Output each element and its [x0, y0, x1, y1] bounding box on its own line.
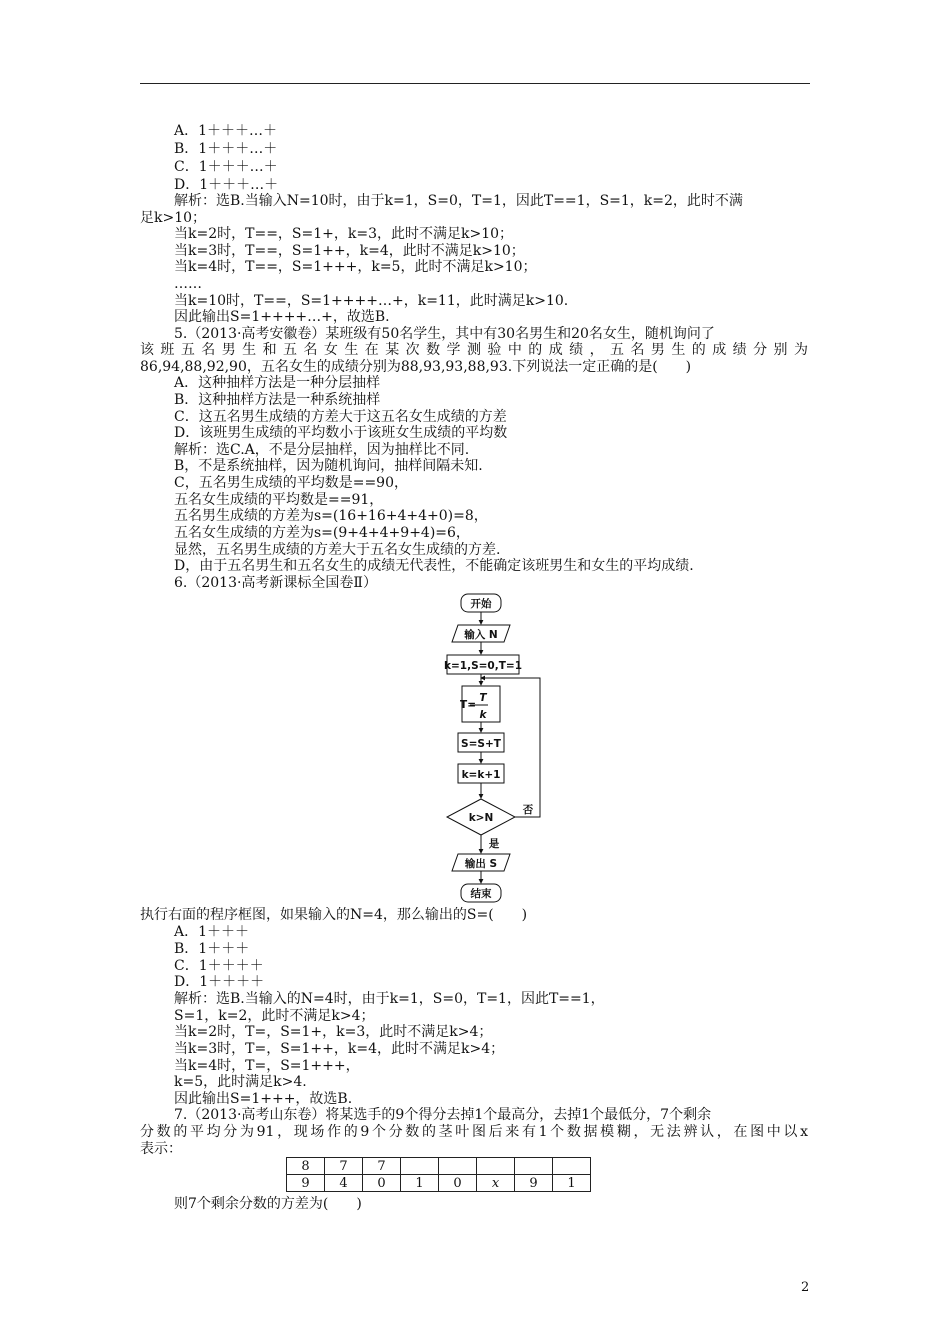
- solution-line: 当k=3时，T=，S=1++，k=4，此时不满足k>4；: [174, 1041, 505, 1057]
- solution-line: B，不是系统抽样，因为随机询问，抽样间隔未知.: [174, 458, 483, 474]
- question-7-stem: 表示：: [140, 1141, 182, 1157]
- solution-line: 当k=2时，T==，S=1+，k=3，此时不满足k>10；: [174, 226, 514, 242]
- option-b: B．1＋＋＋: [174, 941, 250, 957]
- table-cell: 8: [287, 1158, 325, 1175]
- option-d: D．1＋＋＋…＋: [174, 177, 279, 193]
- solution-line: D，由于五名男生和五名女生的成绩无代表性，不能确定该班男生和女生的平均成绩.: [174, 558, 694, 574]
- solution-line: 当k=3时，T==，S=1++，k=4，此时不满足k>10；: [174, 243, 525, 259]
- table-cell: [515, 1158, 553, 1175]
- flow-input-label: 输入 N: [464, 629, 498, 641]
- solution-line: 五名女生成绩的平均数是==91，: [174, 492, 384, 508]
- question-7-prompt: 则7个剩余分数的方差为( ): [174, 1196, 362, 1212]
- flow-t-denominator: k: [479, 709, 487, 721]
- table-cell: [439, 1158, 477, 1175]
- option-d: D．该班男生成绩的平均数小于该班女生成绩的平均数: [174, 425, 508, 441]
- option-a: A．1＋＋＋: [174, 924, 250, 940]
- question-7-stem: 分数的平均分为91，现场作的9个分数的茎叶图后来有1个数据模糊，无法辨认，在图中以x: [140, 1124, 808, 1140]
- flow-yes-label: 是: [488, 838, 500, 850]
- question-6-stem: 执行右面的程序框图，如果输入的N=4，那么输出的S=( ): [140, 907, 528, 923]
- solution-line: 解析：选B.当输入的N=4时，由于k=1，S=0，T=1，因此T==1，: [174, 991, 605, 1007]
- table-cell: 9: [515, 1175, 553, 1192]
- solution-line: k=5，此时满足k>4.: [174, 1074, 307, 1090]
- question-5-stem: 该班五名男生和五名女生在某次数学测验中的成绩，五名男生的成绩分别为: [140, 342, 808, 358]
- flow-t-numerator: T: [479, 692, 487, 704]
- table-cell: 9: [287, 1175, 325, 1192]
- solution-line: 足k>10；: [140, 210, 207, 226]
- solution-line: 五名男生成绩的方差为s=(16+16+4+4+0)=8，: [174, 508, 488, 524]
- table-cell: 7: [325, 1158, 363, 1175]
- solution-line: 当k=4时，T=，S=1+++，: [174, 1058, 360, 1074]
- flow-output-label: 输出 S: [464, 858, 498, 870]
- flow-inc-label: k=k+1: [461, 769, 501, 781]
- option-a: A．这种抽样方法是一种分层抽样: [174, 375, 381, 391]
- question-5-stem: 86,94,88,92,90，五名女生的成绩分别为88,93,93,88,93.下列说法一定正确的是( ): [140, 359, 692, 375]
- header-rule: [140, 83, 810, 84]
- table-cell: [553, 1158, 591, 1175]
- solution-conclusion: 因此输出S=1++++…+，故选B.: [174, 309, 390, 325]
- page-number: 2: [801, 1280, 810, 1295]
- table-cell: [477, 1158, 515, 1175]
- question-5-stem: 5.（2013·高考安徽卷）某班级有50名学生，其中有30名男生和20名女生，随机询问了: [174, 326, 715, 342]
- table-cell: [401, 1158, 439, 1175]
- solution-line: 当k=4时，T==，S=1+++，k=5，此时不满足k>10；: [174, 259, 537, 275]
- flow-no-label: 否: [522, 804, 534, 816]
- question-6-header: 6.（2013·高考新课标全国卷Ⅱ）: [174, 575, 377, 591]
- flow-end-label: 结束: [470, 888, 492, 900]
- table-cell: 1: [553, 1175, 591, 1192]
- solution-conclusion: 因此输出S=1+++，故选B.: [174, 1091, 353, 1107]
- solution-line: 显然，五名男生成绩的方差大于五名女生成绩的方差.: [174, 542, 501, 558]
- option-a: A．1＋＋＋…＋: [174, 123, 278, 139]
- table-row: [287, 1175, 591, 1192]
- option-b: B．1＋＋＋…＋: [174, 141, 278, 157]
- solution-line: 解析：选B.当输入N=10时，由于k=1，S=0，T=1，因此T==1，S=1，k=2，此时不满: [174, 193, 743, 209]
- flow-start-label: 开始: [470, 598, 492, 610]
- solution-line: 当k=10时，T==，S=1++++…+，k=11，此时满足k>10.: [174, 293, 569, 309]
- flow-t-label: T=: [460, 699, 476, 711]
- flow-init-label: k=1,S=0,T=1: [444, 660, 522, 672]
- stem-leaf-table: [286, 1157, 591, 1192]
- table-cell: 7: [363, 1158, 401, 1175]
- option-c: C．1＋＋＋…＋: [174, 159, 278, 175]
- solution-line: 当k=2时，T=，S=1+，k=3，此时不满足k>4；: [174, 1024, 493, 1040]
- solution-line: C，五名男生成绩的平均数是==90，: [174, 475, 408, 491]
- solution-line: S=1，k=2，此时不满足k>4；: [174, 1008, 375, 1024]
- option-d: D．1＋＋＋＋: [174, 974, 265, 990]
- flowchart: [430, 590, 560, 905]
- solution-line: 五名女生成绩的方差为s=(9+4+4+9+4)=6，: [174, 525, 470, 541]
- option-c: C．1＋＋＋＋: [174, 958, 264, 974]
- table-cell: 0: [439, 1175, 477, 1192]
- ellipsis-line: ……: [174, 276, 202, 292]
- flow-sum-label: S=S+T: [461, 738, 501, 750]
- question-7-stem: 7.（2013·高考山东卷）将某选手的9个得分去掉1个最高分，去掉1个最低分，7个剩余: [174, 1107, 712, 1123]
- table-cell: 0: [363, 1175, 401, 1192]
- table-cell: x: [477, 1175, 515, 1192]
- table-cell: 1: [401, 1175, 439, 1192]
- table-row: [287, 1158, 591, 1175]
- option-b: B．这种抽样方法是一种系统抽样: [174, 392, 381, 408]
- solution-line: 解析：选C.A，不是分层抽样，因为抽样比不同.: [174, 442, 470, 458]
- table-cell: 4: [325, 1175, 363, 1192]
- flow-cond-label: k>N: [468, 812, 494, 824]
- option-c: C．这五名男生成绩的方差大于这五名女生成绩的方差: [174, 409, 507, 425]
